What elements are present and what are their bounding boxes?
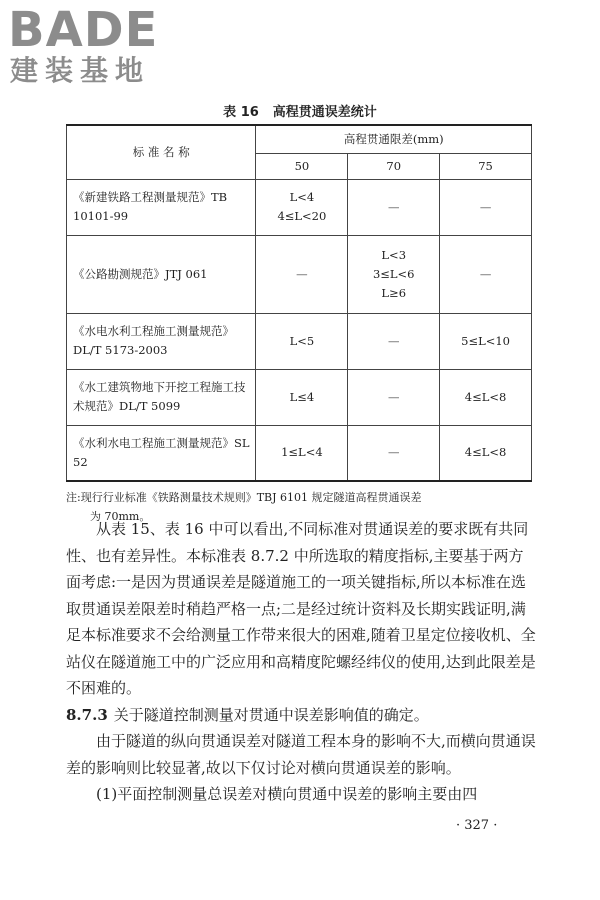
cell-value: — — [296, 266, 308, 281]
table-row — [67, 425, 532, 481]
cell-value: L<3 — [381, 247, 407, 262]
note-label: 注: — [66, 491, 81, 504]
cell-75 — [440, 425, 532, 481]
cell-value: — — [387, 445, 400, 460]
table-row — [67, 369, 532, 425]
row-standard-name: 《水利水电工程施工测量规范》SL 52 — [67, 425, 256, 481]
cell-value: — — [387, 389, 400, 404]
paragraph: (1)平面控制测量总误差对横向贯通中误差的影响主要由四 — [96, 785, 478, 803]
table-row — [67, 313, 532, 369]
row-standard-name: 《水工建筑物地下开挖工程施工技术规范》DL/T 5099 — [67, 369, 256, 425]
header-limit-group: 高程贯通限差(mm) — [256, 125, 532, 153]
cell-75 — [440, 235, 532, 313]
table-title — [0, 101, 600, 120]
cell-70 — [348, 179, 440, 235]
note-text-continued: 为 70mm。 — [90, 510, 151, 523]
header-col-70: 70 — [348, 153, 440, 179]
table-number: 表 16 — [223, 105, 259, 120]
cell-50 — [256, 425, 348, 481]
cell-value: — — [479, 199, 492, 214]
body-text — [66, 516, 536, 808]
row-standard-name: 《水电水利工程施工测量规范》DL/T 5173-2003 — [67, 313, 256, 369]
header-standard-name: 标 准 名 称 — [67, 125, 256, 179]
watermark-latin: BADE — [8, 2, 159, 58]
cell-value: 1≤L<4 — [281, 445, 323, 460]
cell-value: 4≤L<20 — [277, 209, 327, 223]
cell-50 — [256, 313, 348, 369]
cell-50 — [256, 369, 348, 425]
note-text: 现行行业标准《铁路测量技术规则》TBJ 6101 规定隧道高程贯通误差 — [80, 491, 422, 504]
cell-70 — [348, 313, 440, 369]
cell-value: 4≤L<8 — [464, 389, 507, 404]
cell-value: 5≤L<10 — [461, 333, 510, 348]
section-number: 8.7.3 — [66, 705, 108, 724]
cell-value: 3≤L<6 — [372, 266, 415, 281]
cell-value: L≥6 — [381, 285, 407, 300]
watermark-logo — [8, 4, 158, 86]
cell-value: 4≤L<8 — [464, 445, 507, 460]
section-heading — [66, 702, 536, 729]
header-col-50: 50 — [256, 153, 348, 179]
table-row — [67, 179, 532, 235]
row-standard-name: 《新建铁路工程测量规范》TB 10101-99 — [67, 179, 256, 235]
cell-50 — [256, 179, 348, 235]
standards-table — [66, 124, 532, 482]
cell-value: L<4 — [289, 190, 315, 204]
table-row — [67, 235, 532, 313]
cell-value: — — [387, 333, 400, 348]
paragraph: 从表 15、表 16 中可以看出,不同标准对贯通误差的要求既有共同性、也有差异性。本标准表 8.7.2 中所选取的精度指标,主要基于两方面考虑:一是因为贯通误差是隧道施工的一项关键指标,所以本标准在选取贯通误差限差时稍趋严格一点;二是经过统计资料及长期实践证明,满足本标准要求不会给测量工作带来很大的困难,随着卫星定位接收机、全站仪在隧道施工中的广泛应用和高精度陀螺经纬仪的使用,达到此限差是不困难的。 — [66, 520, 536, 697]
paragraph: 由于隧道的纵向贯通误差对隧道工程本身的影响不大,而横向贯通误差的影响则比较显著,故以下仅讨论对横向贯通误差的影响。 — [66, 732, 536, 777]
watermark-cjk: 建装基地 — [10, 54, 151, 87]
cell-70 — [348, 425, 440, 481]
cell-50 — [256, 235, 348, 313]
page-number: · 327 · — [456, 818, 498, 833]
cell-value: L≤4 — [289, 389, 315, 404]
header-col-75: 75 — [440, 153, 532, 179]
cell-value: L<5 — [289, 333, 315, 348]
cell-70 — [348, 235, 440, 313]
cell-75 — [440, 313, 532, 369]
table-title-text: 高程贯通误差统计 — [272, 105, 377, 120]
cell-70 — [348, 369, 440, 425]
cell-75 — [440, 179, 532, 235]
cell-75 — [440, 369, 532, 425]
cell-value: — — [387, 199, 400, 214]
cell-value: — — [479, 266, 492, 281]
row-standard-name: 《公路勘测规范》JTJ 061 — [67, 235, 256, 313]
section-title: 关于隧道控制测量对贯通中误差影响值的确定。 — [113, 705, 429, 724]
